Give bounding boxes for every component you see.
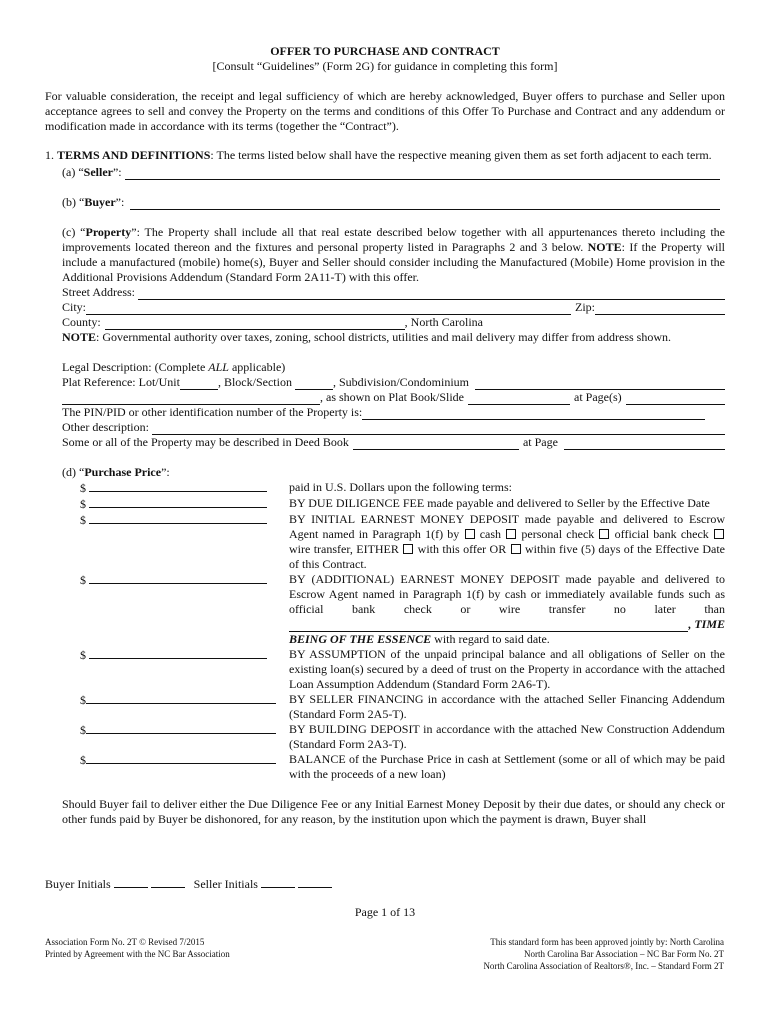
- lot-field[interactable]: [180, 378, 218, 390]
- deed-book-field[interactable]: [353, 438, 519, 450]
- amount-field-building-deposit[interactable]: [86, 722, 276, 734]
- amount-field-assumption[interactable]: [89, 647, 267, 659]
- seller-row: (a) “Seller”:: [45, 165, 725, 180]
- amount-field-total[interactable]: [89, 480, 267, 492]
- block-field[interactable]: [295, 378, 333, 390]
- deposit-deadline-field[interactable]: [289, 620, 688, 632]
- pin-row: The PIN/PID or other identification number of the Property is:: [62, 405, 725, 420]
- section-1-intro: 1. TERMS AND DEFINITIONS: The terms listed below shall have the respective meaning given them as set forth adjacent to each term.: [45, 148, 712, 162]
- other-description-field[interactable]: [152, 423, 725, 435]
- county-row: County: , North Carolina: [62, 315, 483, 329]
- plat-book-field[interactable]: [468, 393, 570, 405]
- street-address-field[interactable]: [138, 288, 725, 300]
- amount-field-additional-deposit[interactable]: [89, 572, 267, 584]
- city-field[interactable]: [86, 303, 571, 315]
- street-row: Street Address:: [62, 285, 725, 300]
- zip-field[interactable]: [595, 303, 725, 315]
- intro-paragraph: For valuable consideration, the receipt and legal sufficiency of which are hereby acknowledged, Buyer offers to purchase and Seller upon acceptance agrees to sell and convey the Property on the terms and conditions of this Offer To Purchase and Contract and any addendum or modification made in accordance with its terms (together the “Contract”).: [45, 89, 725, 133]
- seller-initials-field-1[interactable]: [261, 876, 295, 888]
- other-description-row: Other description:: [62, 420, 725, 435]
- pin-field[interactable]: [362, 408, 705, 420]
- with-offer-checkbox[interactable]: [403, 544, 413, 554]
- plat-book-row: , as shown on Plat Book/Slide at Page(s): [62, 390, 725, 405]
- document-body: [45, 44, 725, 827]
- price-row-balance: $ BALANCE of the Purchase Price in cash at Settlement (some or all of which may be paid with the proceeds of a new loan): [80, 752, 725, 781]
- price-row-seller-financing: $ BY SELLER FINANCING in accordance with the attached Seller Financing Addendum (Standard Form 2A5-T).: [80, 692, 725, 721]
- document-subtitle: [Consult “Guidelines” (Form 2G) for guidance in completing this form]: [212, 59, 558, 73]
- deed-page-field[interactable]: [564, 438, 725, 450]
- buyer-initials-field-2[interactable]: [151, 876, 185, 888]
- within-five-days-checkbox[interactable]: [511, 544, 521, 554]
- initials-row: Buyer Initials Seller Initials: [45, 876, 332, 892]
- page-number: Page 1 of 13: [354, 905, 416, 919]
- plat-row: Plat Reference: Lot/Unit , Block/Section , Subdivision/Condominium: [62, 375, 725, 390]
- price-row-due-diligence: $ BY DUE DILIGENCE FEE made payable and delivered to Seller by the Effective Date: [80, 496, 710, 511]
- purchase-price-label: (d) “Purchase Price”:: [62, 465, 170, 479]
- closing-paragraph: Should Buyer fail to deliver either the Due Diligence Fee or any Initial Earnest Money Deposit by their due dates, or should any check or other funds paid by Buyer be dishonored, for any reason, by the institution upon which the payment is drawn, Buyer shall: [62, 797, 725, 826]
- legal-description-label: Legal Description: (Complete ALL applicable): [62, 360, 286, 374]
- deed-row: Some or all of the Property may be described in Deed Book at Page: [62, 435, 725, 450]
- document-title: OFFER TO PURCHASE AND CONTRACT: [270, 44, 500, 58]
- amount-field-due-diligence[interactable]: [89, 496, 267, 508]
- price-row-total: $ paid in U.S. Dollars upon the following terms:: [80, 480, 512, 495]
- plat-page-field[interactable]: [626, 393, 725, 405]
- seller-initials-field-2[interactable]: [298, 876, 332, 888]
- buyer-field[interactable]: [130, 198, 720, 210]
- amount-field-seller-financing[interactable]: [86, 692, 276, 704]
- buyer-row: (b) “Buyer”:: [45, 195, 725, 210]
- footer-left: Association Form No. 2T © Revised 7/2015 Printed by Agreement with the NC Bar Association: [45, 937, 230, 959]
- bank-check-checkbox[interactable]: [599, 529, 609, 539]
- property-definition: (c) “Property”: The Property shall include all that real estate described below together with all appurtenances thereto including the improvements located thereon and the fixtures and personal property listed in Paragraphs 2 and 3 below. NOTE: If the Property will include a manufactured (mobile) home(s), Buyer and Seller should consider including the Manufactured (Mobile) Home provision in the Additional Provisions Addendum (Standard Form 2A11-T) with this offer.: [62, 225, 726, 284]
- amount-field-initial-deposit[interactable]: [89, 512, 267, 524]
- wire-transfer-checkbox[interactable]: [714, 529, 724, 539]
- buyer-initials-field-1[interactable]: [114, 876, 148, 888]
- address-note: NOTE: Governmental authority over taxes, zoning, school districts, utilities and mail delivery may differ from address shown.: [62, 330, 671, 344]
- amount-field-balance[interactable]: [86, 752, 276, 764]
- cash-checkbox[interactable]: [465, 529, 475, 539]
- price-row-initial-deposit: $ BY INITIAL EARNEST MONEY DEPOSIT made payable and delivered to Escrow Agent named in Paragraph 1(f) by cash personal check official bank check wire transfer, EITHER with this offer OR within five (5) days of the Effective Date of this Contract.: [80, 512, 725, 571]
- seller-field[interactable]: [125, 168, 720, 180]
- plat-cont-field[interactable]: [62, 393, 320, 405]
- footer-right: This standard form has been approved jointly by: North Carolina North Carolina Bar Association – NC Bar Form No. 2T North Carolina Association of Realtors®, Inc. – Standard Form 2T: [483, 937, 724, 971]
- subdivision-field[interactable]: [475, 378, 725, 390]
- address-block: [45, 285, 725, 480]
- price-row-assumption: $ BY ASSUMPTION of the unpaid principal balance and all obligations of Seller on the existing loan(s) secured by a deed of trust on the Property in accordance with the attached Loan Assumption Addendum (Standard Form 2A6-T).: [80, 647, 725, 691]
- personal-check-checkbox[interactable]: [506, 529, 516, 539]
- section-1-heading: TERMS AND DEFINITIONS: [57, 148, 211, 162]
- county-field[interactable]: [105, 318, 405, 330]
- city-zip-row: City: Zip:: [62, 300, 725, 315]
- price-row-building-deposit: $ BY BUILDING DEPOSIT in accordance with the attached New Construction Addendum (Standard Form 2A3-T).: [80, 722, 725, 751]
- price-row-additional-deposit: $ BY (ADDITIONAL) EARNEST MONEY DEPOSIT made payable and delivered to Escrow Agent named in Paragraph 1(f) by cash or immediately available funds such as official bank check or wire transfer no later than , TIME BEING OF THE ESSENCE with regard to said date.: [80, 572, 725, 646]
